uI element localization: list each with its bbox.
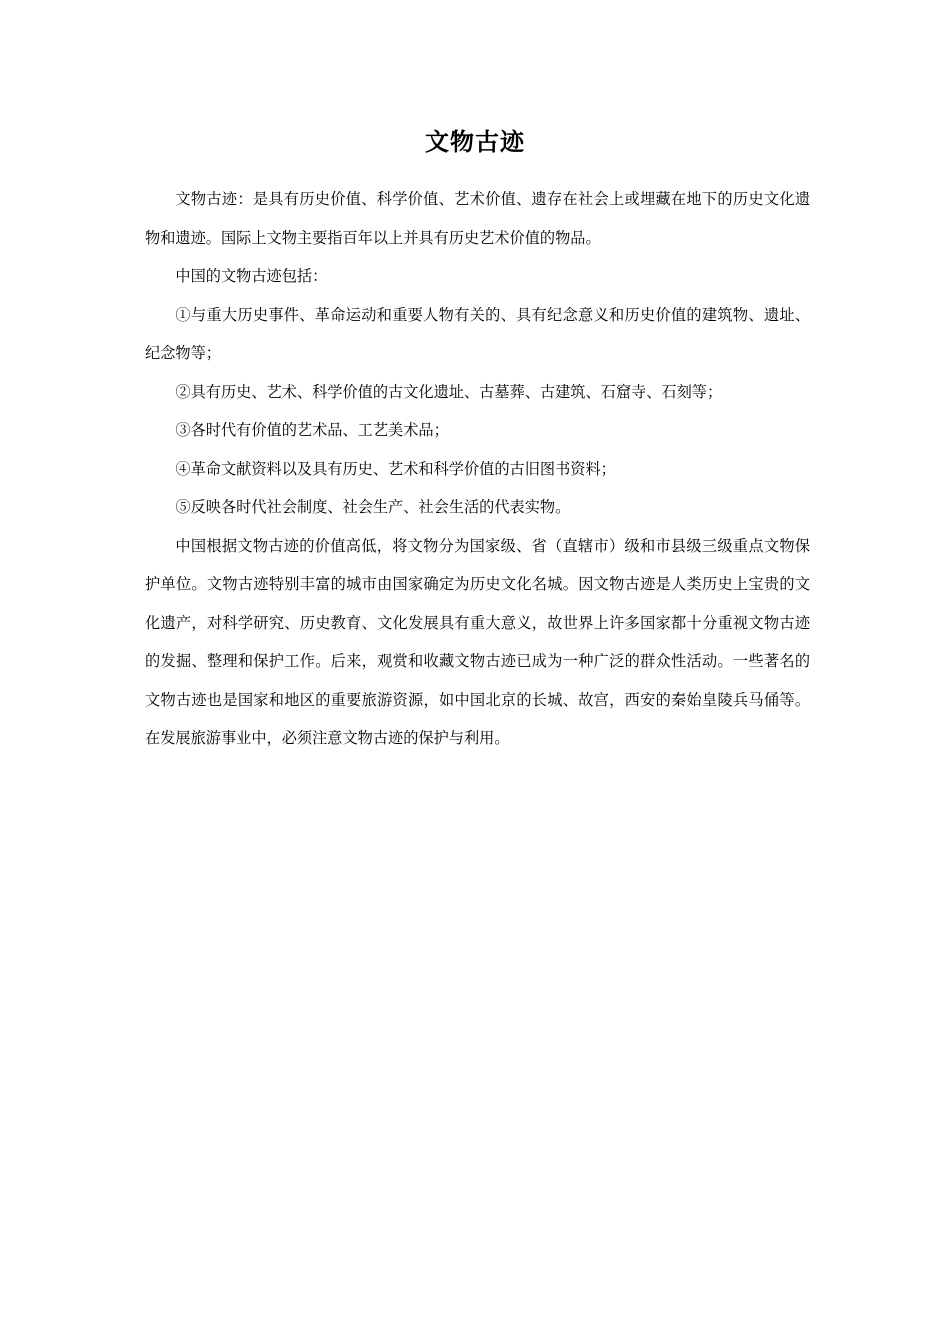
paragraph-protection: 中国根据文物古迹的价值高低，将文物分为国家级、省（直辖市）级和市县级三级重点文物保护单位。文物古迹特别丰富的城市由国家确定为历史文化名城。因文物古迹是人类历史上宝贵的文化遗产，对科学研究、历史教育、文化发展具有重大意义，故世界上许多国家都十分重视文物古迹的发掘、整理和保护工作。后来，观赏和收藏文物古迹已成为一种广泛的群众性活动。一些著名的文物古迹也是国家和地区的重要旅游资源，如中国北京的长城、故宫，西安的秦始皇陵兵马俑等。在发展旅游事业中，必须注意文物古迹的保护与利用。 xyxy=(145,536,810,747)
document-title: 文物古迹 xyxy=(425,128,525,156)
list-item-2: ②具有历史、艺术、科学价值的古文化遗址、古墓葬、古建筑、石窟寺、石刻等； xyxy=(175,382,723,401)
list-item-3: ③各时代有价值的艺术品、工艺美术品； xyxy=(175,421,449,439)
paragraph-list-intro: 中国的文物古迹包括： xyxy=(175,267,328,285)
document-body xyxy=(145,180,810,758)
list-item-5: ⑤反映各时代社会制度、社会生产、社会生活的代表实物。 xyxy=(175,498,571,516)
list-item-4: ④革命文献资料以及具有历史、艺术和科学价值的古旧图书资料； xyxy=(175,459,616,478)
list-item-1: ①与重大历史事件、革命运动和重要人物有关的、具有纪念意义和历史价值的建筑物、遗址、纪念物等； xyxy=(145,305,810,362)
paragraph-definition: 文物古迹：是具有历史价值、科学价值、艺术价值、遗存在社会上或埋藏在地下的历史文化遗物和遗迹。国际上文物主要指百年以上并具有历史艺术价值的物品。 xyxy=(145,190,810,247)
